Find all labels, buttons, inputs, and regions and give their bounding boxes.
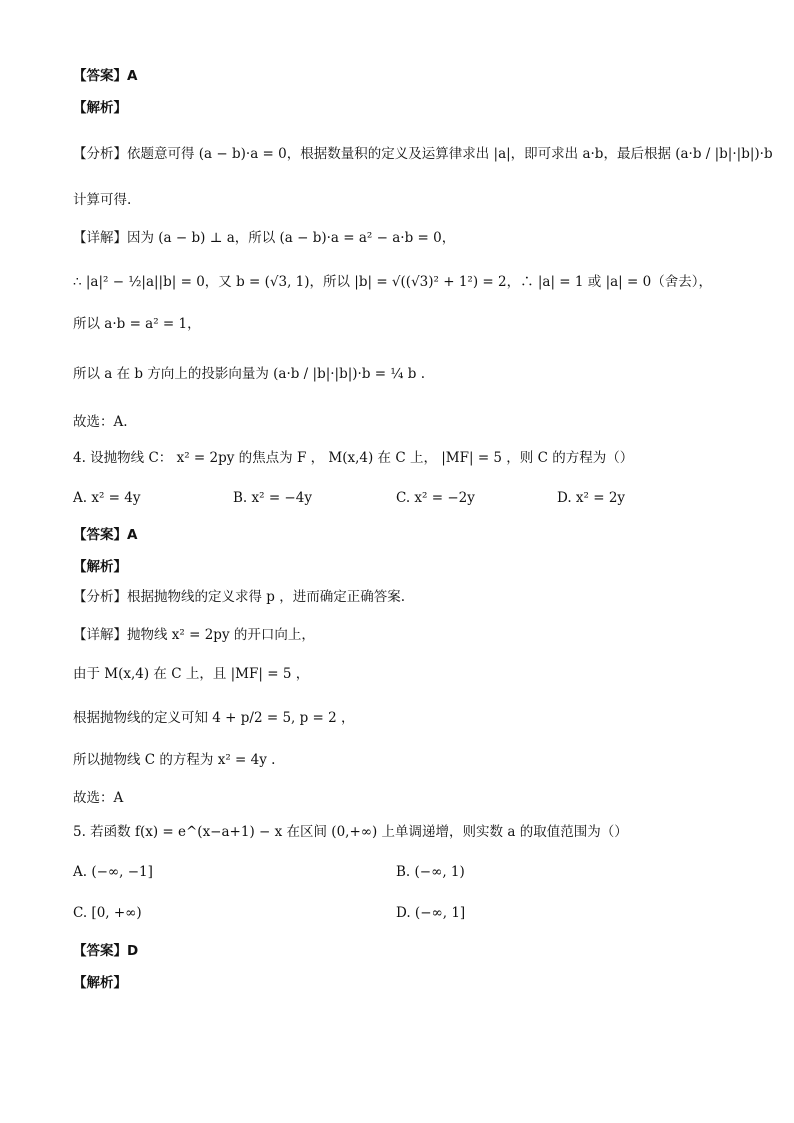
text-line: 5. 若函数 f(x) = e^(x−a+1) − x 在区间 (0,+∞) 上单调递增，则实数 a 的取值范围为（） — [73, 824, 628, 840]
section-tag: 【解析】 — [73, 100, 127, 116]
text-line: 【详解】因为 (a − b) ⊥ a，所以 (a − b)·a = a² − a·b = 0， — [73, 230, 456, 246]
answer-option: C. [0, +∞) — [73, 905, 142, 921]
section-tag: 【答案】A — [73, 68, 138, 84]
answer-option: D. x² = 2y — [557, 490, 626, 506]
section-tag: 【解析】 — [73, 975, 127, 991]
text-line: 【详解】抛物线 x² = 2py 的开口向上， — [73, 627, 315, 643]
answer-option: A. x² = 4y — [73, 490, 141, 506]
text-line: ∴ |a|² − ½|a||b| = 0，又 b = (√3, 1)，所以 |b| = √((√3)² + 1²) = 2，∴ |a| = 1 或 |a| = 0（舍去）， — [73, 274, 712, 290]
text-line: 计算可得. — [73, 192, 132, 208]
section-tag: 【解析】 — [73, 559, 127, 575]
answer-option: C. x² = −2y — [396, 490, 475, 506]
text-line: 所以 a·b = a² = 1， — [73, 316, 201, 332]
answer-option: D. (−∞, 1] — [396, 905, 466, 921]
answer-option: B. x² = −4y — [233, 490, 312, 506]
text-line: 4. 设抛物线 C： x² = 2py 的焦点为 F ， M(x,4) 在 C 上， |MF| = 5 ，则 C 的方程为（） — [73, 450, 634, 466]
text-line: 由于 M(x,4) 在 C 上，且 |MF| = 5 ， — [73, 666, 310, 682]
answer-option: B. (−∞, 1) — [396, 864, 465, 880]
text-line: 根据抛物线的定义可知 4 + p/2 = 5, p = 2 ， — [73, 710, 355, 726]
text-line: 故选：A. — [73, 414, 128, 430]
section-tag: 【答案】A — [73, 527, 138, 543]
text-line: 所以抛物线 C 的方程为 x² = 4y . — [73, 752, 276, 768]
answer-option: A. (−∞, −1] — [73, 864, 153, 880]
section-tag: 【答案】D — [73, 943, 139, 959]
text-line: 【分析】根据抛物线的定义求得 p ，进而确定正确答案. — [73, 589, 406, 605]
text-line: 【分析】依题意可得 (a − b)·a = 0，根据数量积的定义及运算律求出 |a|，即可求出 a·b，最后根据 (a·b / |b|·|b|)·b — [73, 146, 773, 162]
text-line: 故选：A — [73, 790, 124, 806]
text-line: 所以 a 在 b 方向上的投影向量为 (a·b / |b|·|b|)·b = ¼ b . — [73, 366, 425, 382]
